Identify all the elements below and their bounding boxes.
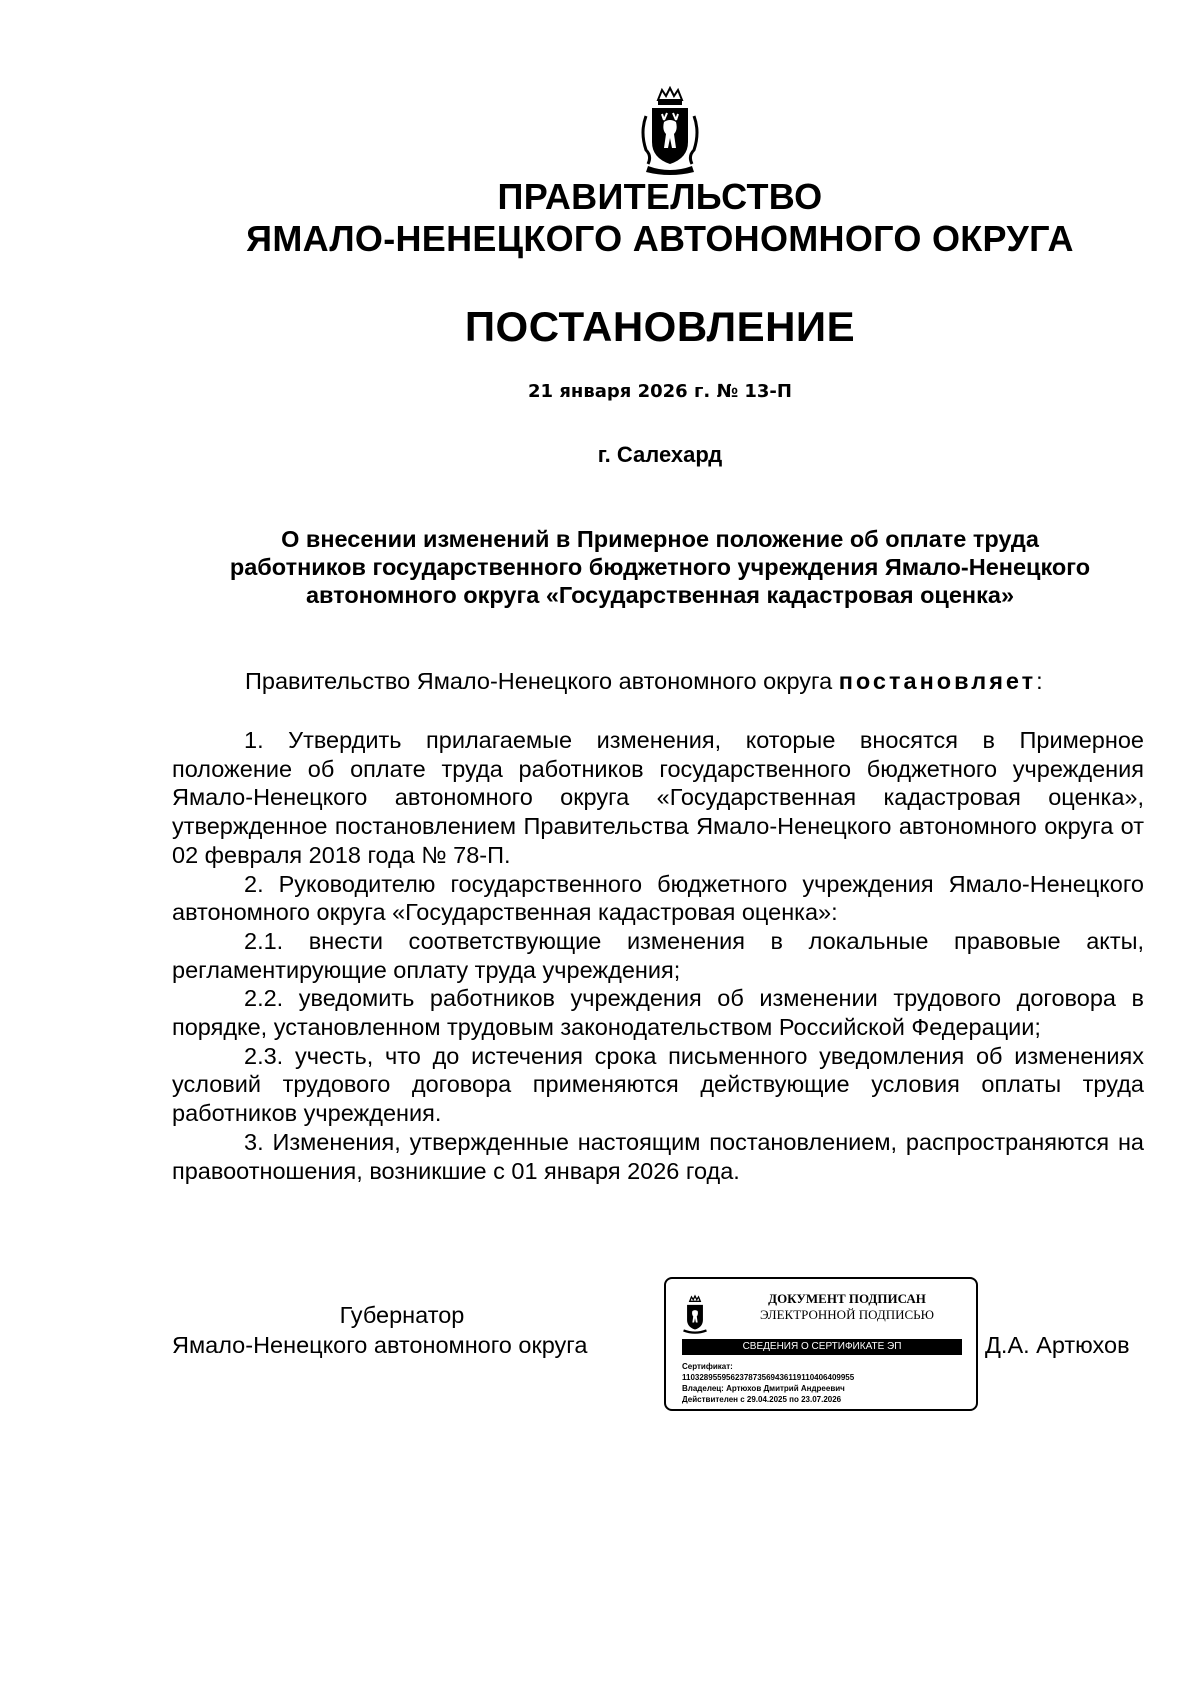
certificate-label: Сертификат: xyxy=(682,1362,733,1371)
certificate-validity: Действителен с 29.04.2025 по 23.07.2026 xyxy=(682,1395,842,1404)
electronic-signature-stamp xyxy=(664,1277,978,1411)
document-city: г. Салехард xyxy=(597,442,723,467)
paragraph-1: 1. Утвердить прилагаемые изменения, которые вносятся в Примерное положение об оплате труда работников государственного бюджетного учреждения Ямало-Ненецкого автономного округа «Государственная кадастровая оценка», утвержденное постановлением Правительства Ямало-Ненецкого автономного округа от 02 февраля 2018 года № 78-П. xyxy=(172,727,1144,868)
subject-line: работников государственного бюджетного учреждения Ямало-Ненецкого xyxy=(229,554,1091,580)
stamp-details xyxy=(682,1361,854,1405)
government-title-line1: ПРАВИТЕЛЬСТВО xyxy=(497,176,823,217)
certificate-owner: Владелец: Артюхов Дмитрий Андреевич xyxy=(682,1384,845,1393)
paragraph-2-1: 2.1. внести соответствующие изменения в локальные правовые акты, регламентирующие оплату труда учреждения; xyxy=(172,927,1144,983)
signatory-name: Д.А. Артюхов xyxy=(985,1332,1130,1358)
preamble-suffix: : xyxy=(1036,668,1043,694)
preamble-text: Правительство Ямало-Ненецкого автономного округа xyxy=(245,668,839,694)
paragraph-2-3: 2.3. учесть, что до истечения срока письменного уведомления об изменениях условий трудового договора применяются действующие условия оплаты труда работников учреждения. xyxy=(172,1042,1144,1127)
subject-line: О внесении изменений в Примерное положение об оплате труда xyxy=(281,526,1039,552)
stamp-certificate-bar: СВЕДЕНИЯ О СЕРТИФИКАТЕ ЭП xyxy=(682,1339,962,1355)
paragraph-2-2: 2.2. уведомить работников учреждения об изменении трудового договора в порядке, установленном трудовым законодательством Российской Федерации; xyxy=(172,985,1144,1041)
signatory-region: Ямало-Ненецкого автономного округа xyxy=(172,1332,588,1358)
preamble xyxy=(245,667,1043,695)
coat-of-arms-icon xyxy=(680,1293,710,1337)
document-type-title: ПОСТАНОВЛЕНИЕ xyxy=(464,303,856,350)
government-title-line2: ЯМАЛО-НЕНЕЦКОГО АВТОНОМНОГО ОКРУГА xyxy=(246,218,1074,259)
stamp-heading-line2: ЭЛЕКТРОННОЙ ПОДПИСЬЮ xyxy=(760,1307,934,1322)
signatory-position: Губернатор xyxy=(339,1302,465,1328)
document-subject xyxy=(170,525,1150,609)
coat-of-arms-icon xyxy=(636,86,704,176)
document-body xyxy=(172,726,1144,1185)
stamp-heading xyxy=(722,1291,972,1323)
paragraph-2: 2. Руководителю государственного бюджетного учреждения Ямало-Ненецкого автономного округа «Государственная кадастровая оценка»: xyxy=(172,870,1144,926)
certificate-number: 110328955956237873569436119110406409955 xyxy=(682,1373,855,1382)
subject-line: автономного округа «Государственная кадастровая оценка» xyxy=(305,582,1015,608)
preamble-emphasis: постановляет xyxy=(838,668,1037,694)
paragraph-3: 3. Изменения, утвержденные настоящим постановлением, распространяются на правоотношения, возникшие с 01 января 2026 года. xyxy=(172,1128,1144,1184)
document-date-number: 21 января 2026 г. № 13-П xyxy=(528,381,792,402)
stamp-heading-line1: ДОКУМЕНТ ПОДПИСАН xyxy=(768,1291,926,1306)
